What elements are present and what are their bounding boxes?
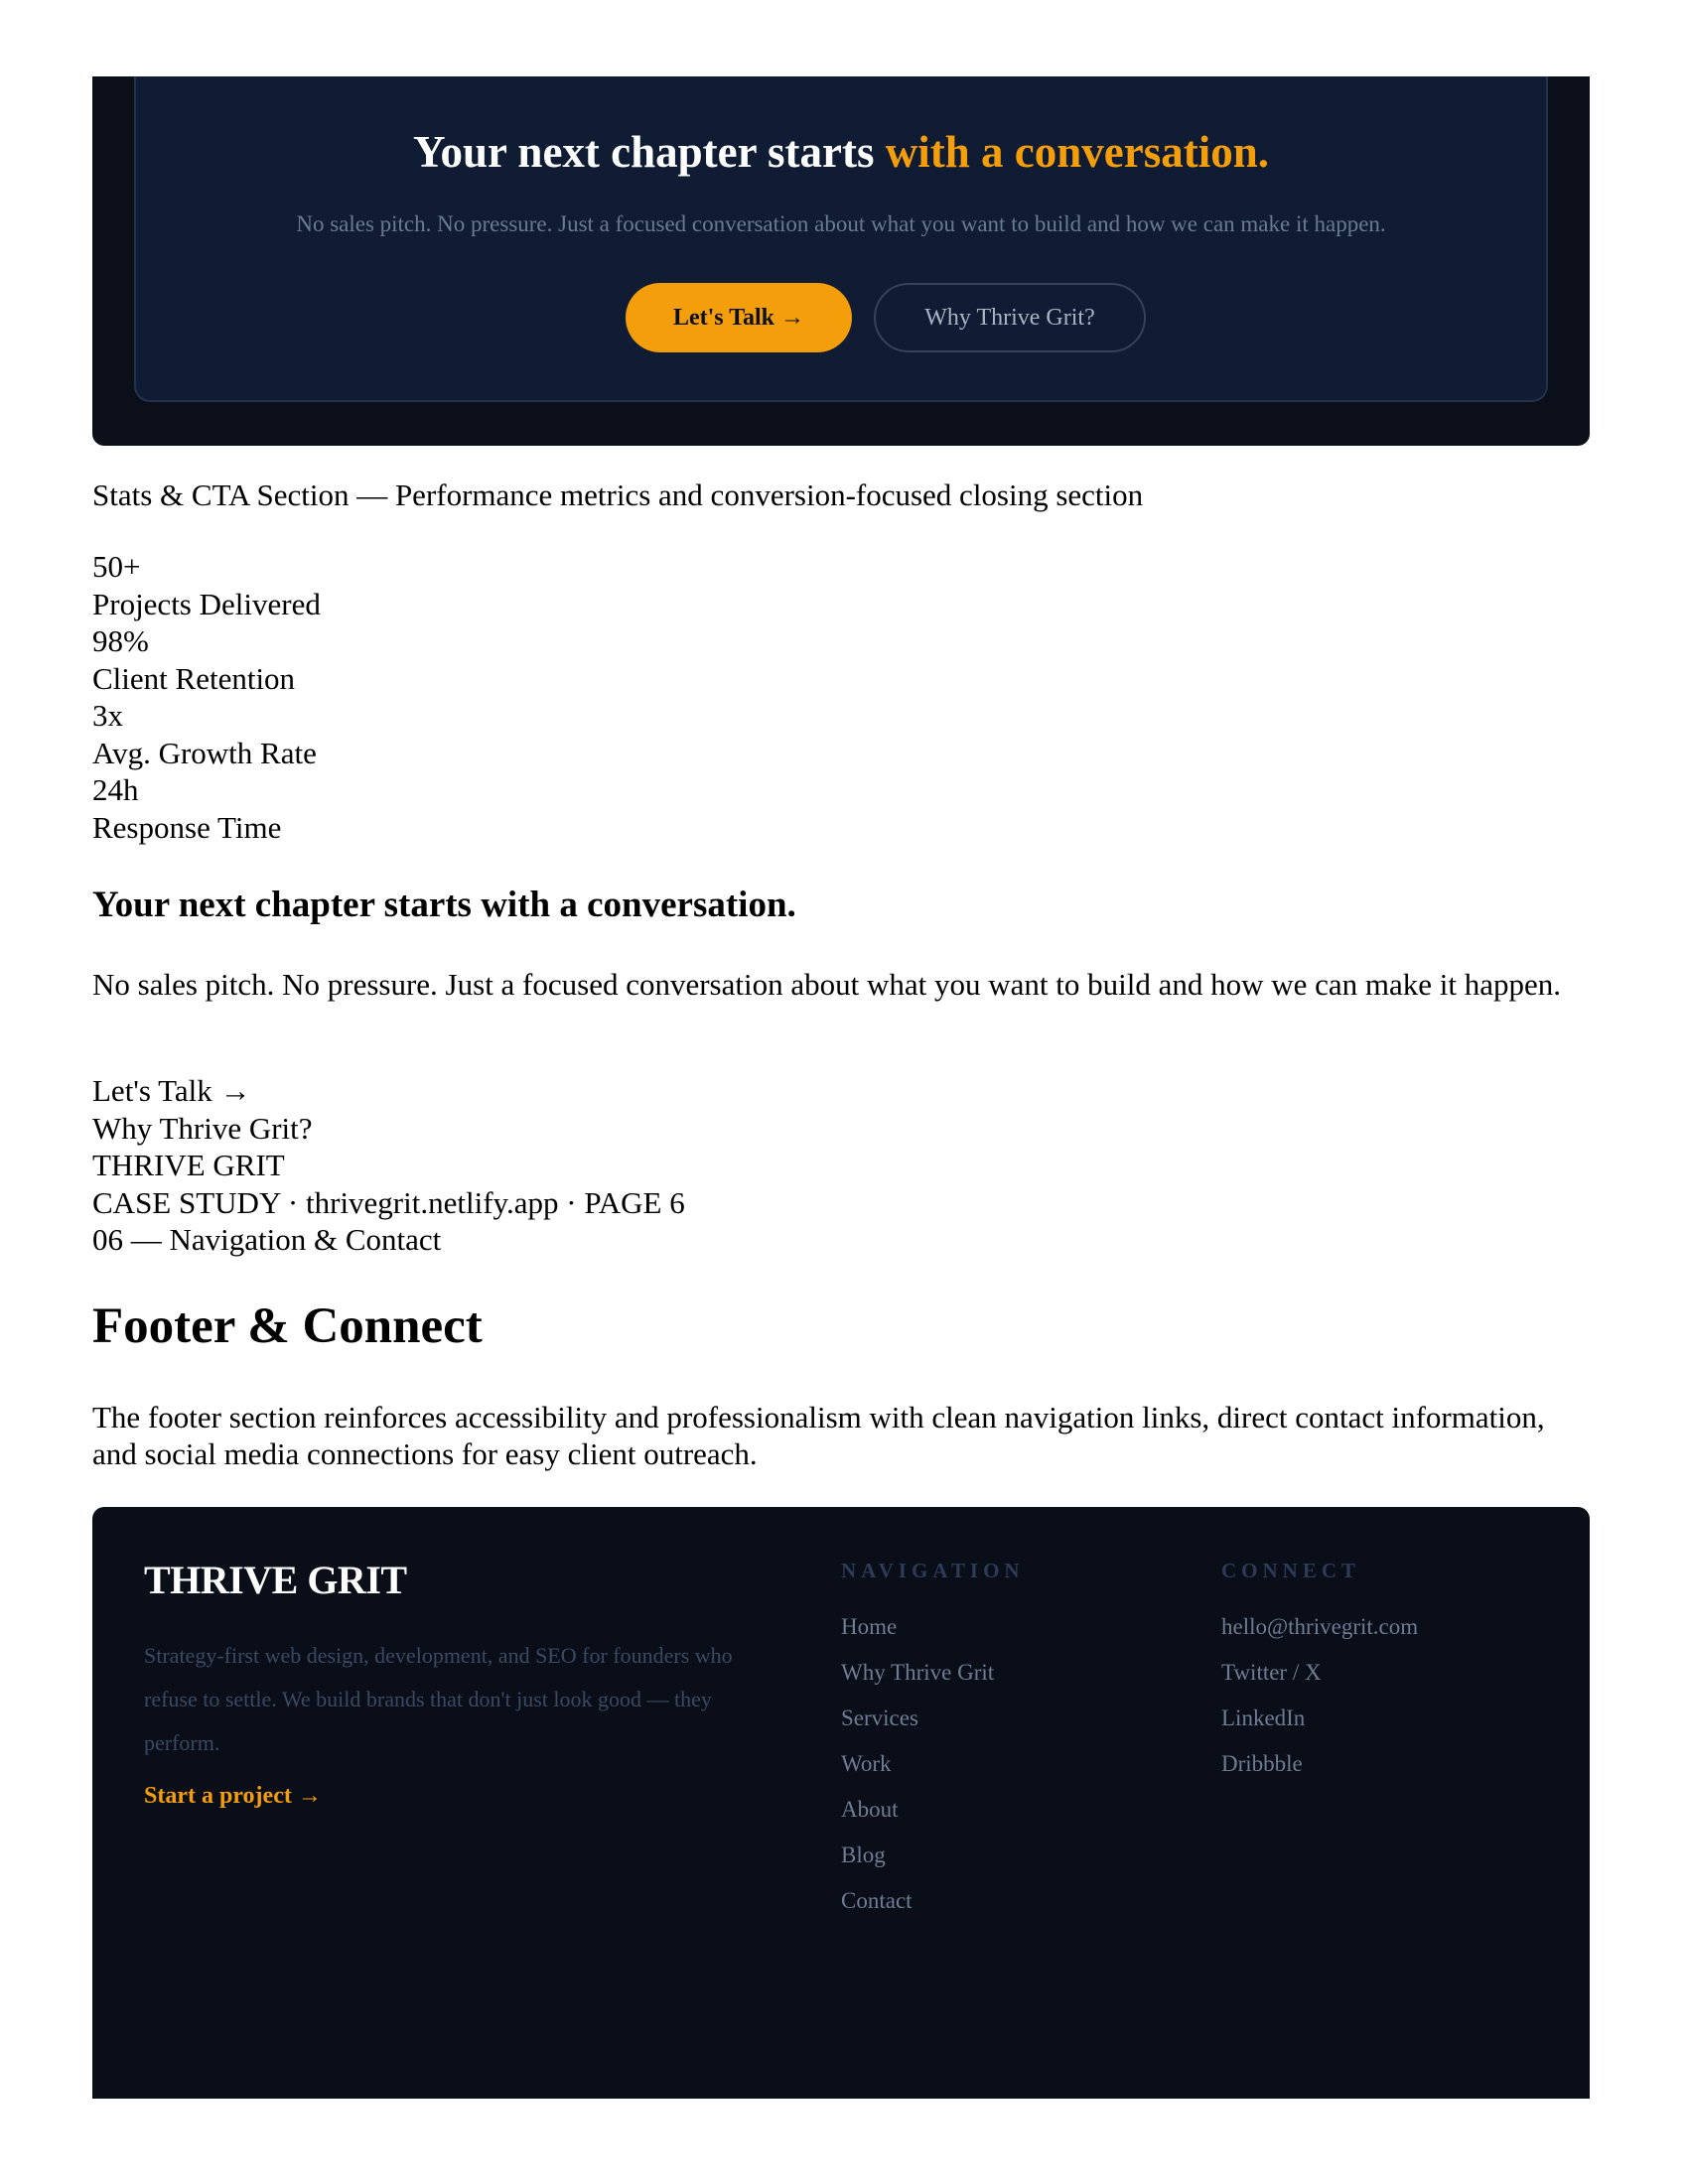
section-title: Footer & Connect: [92, 1298, 483, 1354]
connect-link-dribbble[interactable]: Dribbble: [1221, 1751, 1303, 1776]
connect-heading: CONNECT: [1221, 1559, 1361, 1582]
section-description: The footer section reinforces accessibility and professionalism with clean navigation links, direct contact information, and social media connections for easy client outreach.: [92, 1400, 1545, 1471]
stat-value: 3x: [92, 698, 123, 733]
connect-link-email[interactable]: hello@thrivegrit.com: [1221, 1614, 1419, 1639]
connect-link-linkedin[interactable]: LinkedIn: [1221, 1706, 1306, 1730]
nav-link-services[interactable]: Services: [841, 1706, 918, 1730]
stat-label: Response Time: [92, 809, 282, 845]
footer: [92, 1507, 1590, 2099]
stat-label: Projects Delivered: [92, 586, 321, 621]
section-number: 06 — Navigation & Contact: [92, 1222, 442, 1257]
nav-link-blog[interactable]: Blog: [841, 1843, 886, 1867]
nav-link-home[interactable]: Home: [841, 1614, 898, 1639]
cta-section: [92, 76, 1590, 446]
cta-title-accent: with a conversation.: [885, 127, 1270, 177]
cta-title: [136, 126, 1546, 178]
nav-link-contact[interactable]: Contact: [841, 1888, 913, 1913]
nav-link-why-thrive-grit[interactable]: Why Thrive Grit: [841, 1660, 995, 1685]
cta-card: [134, 76, 1548, 402]
navigation-heading: NAVIGATION: [841, 1559, 1025, 1582]
nav-link-work[interactable]: Work: [841, 1751, 892, 1776]
lets-talk-link[interactable]: Let's Talk →: [92, 1073, 251, 1108]
stat-value: 98%: [92, 623, 149, 658]
why-thrive-grit-button[interactable]: Why Thrive Grit?: [874, 283, 1146, 352]
cta-title-main: Your next chapter starts: [412, 127, 886, 177]
stat-value: 50+: [92, 549, 141, 584]
connect-link-twitter[interactable]: Twitter / X: [1221, 1660, 1322, 1685]
stat-value: 24h: [92, 772, 139, 807]
navigation-list: [841, 1612, 994, 1932]
figure-caption: Stats & CTA Section — Performance metrics and conversion-focused closing section: [92, 478, 1144, 512]
footer-description: Strategy-first web design, development, and SEO for founders who refuse to settle. We build brands that don't just look good — they perform.: [144, 1643, 733, 1755]
plain-cta-links: [92, 1072, 685, 1259]
stat-label: Avg. Growth Rate: [92, 735, 317, 770]
connect-list: [1221, 1612, 1418, 1795]
stats-list: [92, 548, 321, 846]
brand-text: THRIVE GRIT: [92, 1148, 285, 1182]
stat-label: Client Retention: [92, 660, 296, 696]
plain-cta-heading: Your next chapter starts with a conversation.: [92, 885, 796, 925]
lets-talk-button[interactable]: Let's Talk →: [626, 283, 852, 352]
case-study-meta: CASE STUDY · thrivegrit.netlify.app · PAGE 6: [92, 1184, 685, 1220]
nav-link-about[interactable]: About: [841, 1797, 899, 1822]
cta-subtitle: No sales pitch. No pressure. Just a focused conversation about what you want to build and how we can make it happen.: [296, 211, 1386, 236]
why-thrive-grit-link[interactable]: Why Thrive Grit?: [92, 1110, 313, 1146]
start-project-link[interactable]: Start a project →: [144, 1783, 322, 1809]
plain-cta-paragraph: No sales pitch. No pressure. Just a focused conversation about what you want to build and how we can make it happen.: [92, 967, 1562, 1002]
footer-brand: THRIVE GRIT: [144, 1558, 407, 1602]
